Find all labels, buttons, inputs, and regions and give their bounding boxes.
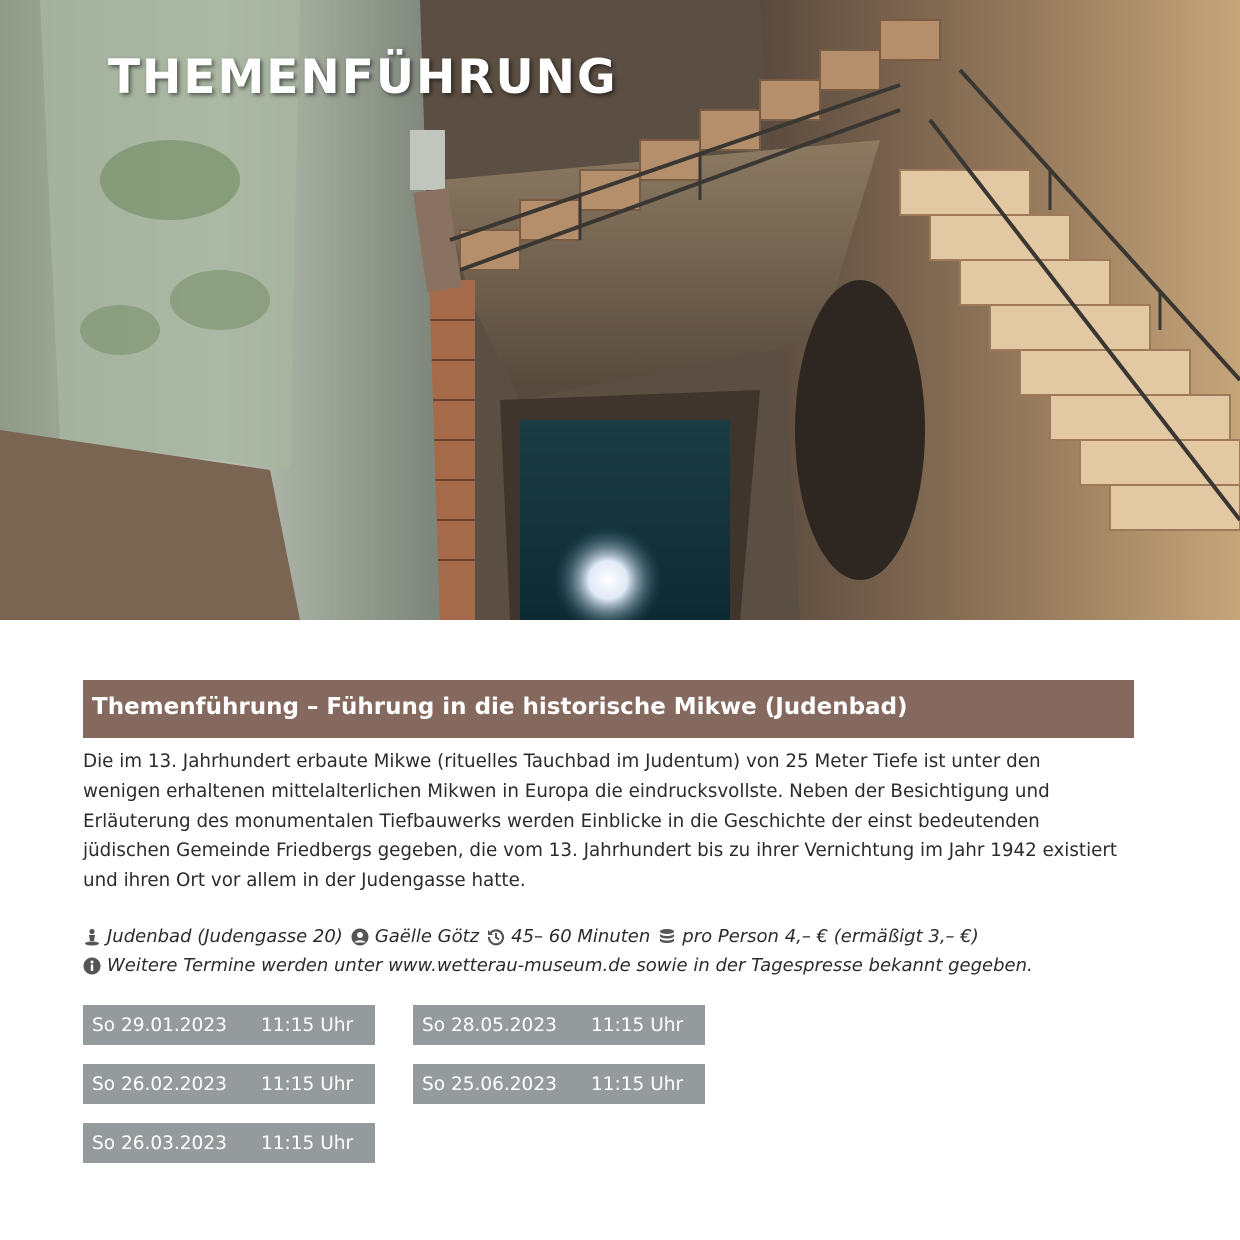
time-label: 11:15 Uhr <box>591 1074 684 1095</box>
description-line: Die im 13. Jahrhundert erbaute Mikwe (rituelles Tauchbad im Judentum) von 25 Meter Tiefe ist unter den <box>83 751 1041 772</box>
user-circle-icon <box>351 928 369 946</box>
description-line: jüdischen Gemeinde Friedbergs gegeben, die vom 13. Jahrhundert bis zu ihrer Vernichtung im Jahr 1942 existiert <box>83 840 1118 862</box>
time-label: 11:15 Uhr <box>591 1015 684 1036</box>
date-label: So 28.05.2023 <box>422 1015 557 1036</box>
info-circle-icon <box>83 957 101 975</box>
tour-price: pro Person 4,– € (ermäßigt 3,– €) <box>682 926 979 947</box>
tour-guide: Gaëlle Götz <box>374 926 480 947</box>
description-line: und ihren Ort vor allem in der Judengasse hatte. <box>83 870 526 892</box>
tour-note-text: Weitere Termine werden unter www.wetterau-museum.de sowie in der Tagespresse bekannt gegeben. <box>107 955 1033 976</box>
clock-history-icon <box>487 928 505 946</box>
tour-details <box>83 926 987 947</box>
time-label: 11:15 Uhr <box>261 1074 354 1095</box>
description-line: wenigen erhaltenen mittelalterlichen Mikwen in Europa die eindrucksvollste. Neben der Besichtigung und <box>83 780 1050 802</box>
person-pin-icon <box>83 928 101 946</box>
date-box <box>83 1064 375 1104</box>
tour-location: Judenbad (Judengasse 20) <box>107 926 343 947</box>
date-label: So 26.02.2023 <box>92 1074 227 1095</box>
description-line: Erläuterung des monumentalen Tiefbauwerks werden Einblicke in die Geschichte der einst bedeutenden <box>83 810 1040 832</box>
date-label: So 26.03.2023 <box>92 1133 227 1154</box>
coin-stack-icon <box>658 928 676 946</box>
tour-note <box>83 955 1041 976</box>
date-box <box>413 1005 705 1045</box>
date-box <box>83 1123 375 1163</box>
date-box <box>83 1005 375 1045</box>
time-label: 11:15 Uhr <box>261 1015 354 1036</box>
date-label: So 25.06.2023 <box>422 1074 557 1095</box>
date-label: So 29.01.2023 <box>92 1015 227 1036</box>
date-box <box>413 1064 705 1104</box>
tour-header: Themenführung – Führung in die historische Mikwe (Judenbad) <box>83 680 1134 738</box>
tour-duration: 45– 60 Minuten <box>511 926 651 947</box>
hero-title: THEMENFÜHRUNG <box>108 50 618 105</box>
tour-description <box>83 747 1143 896</box>
time-label: 11:15 Uhr <box>261 1133 354 1154</box>
